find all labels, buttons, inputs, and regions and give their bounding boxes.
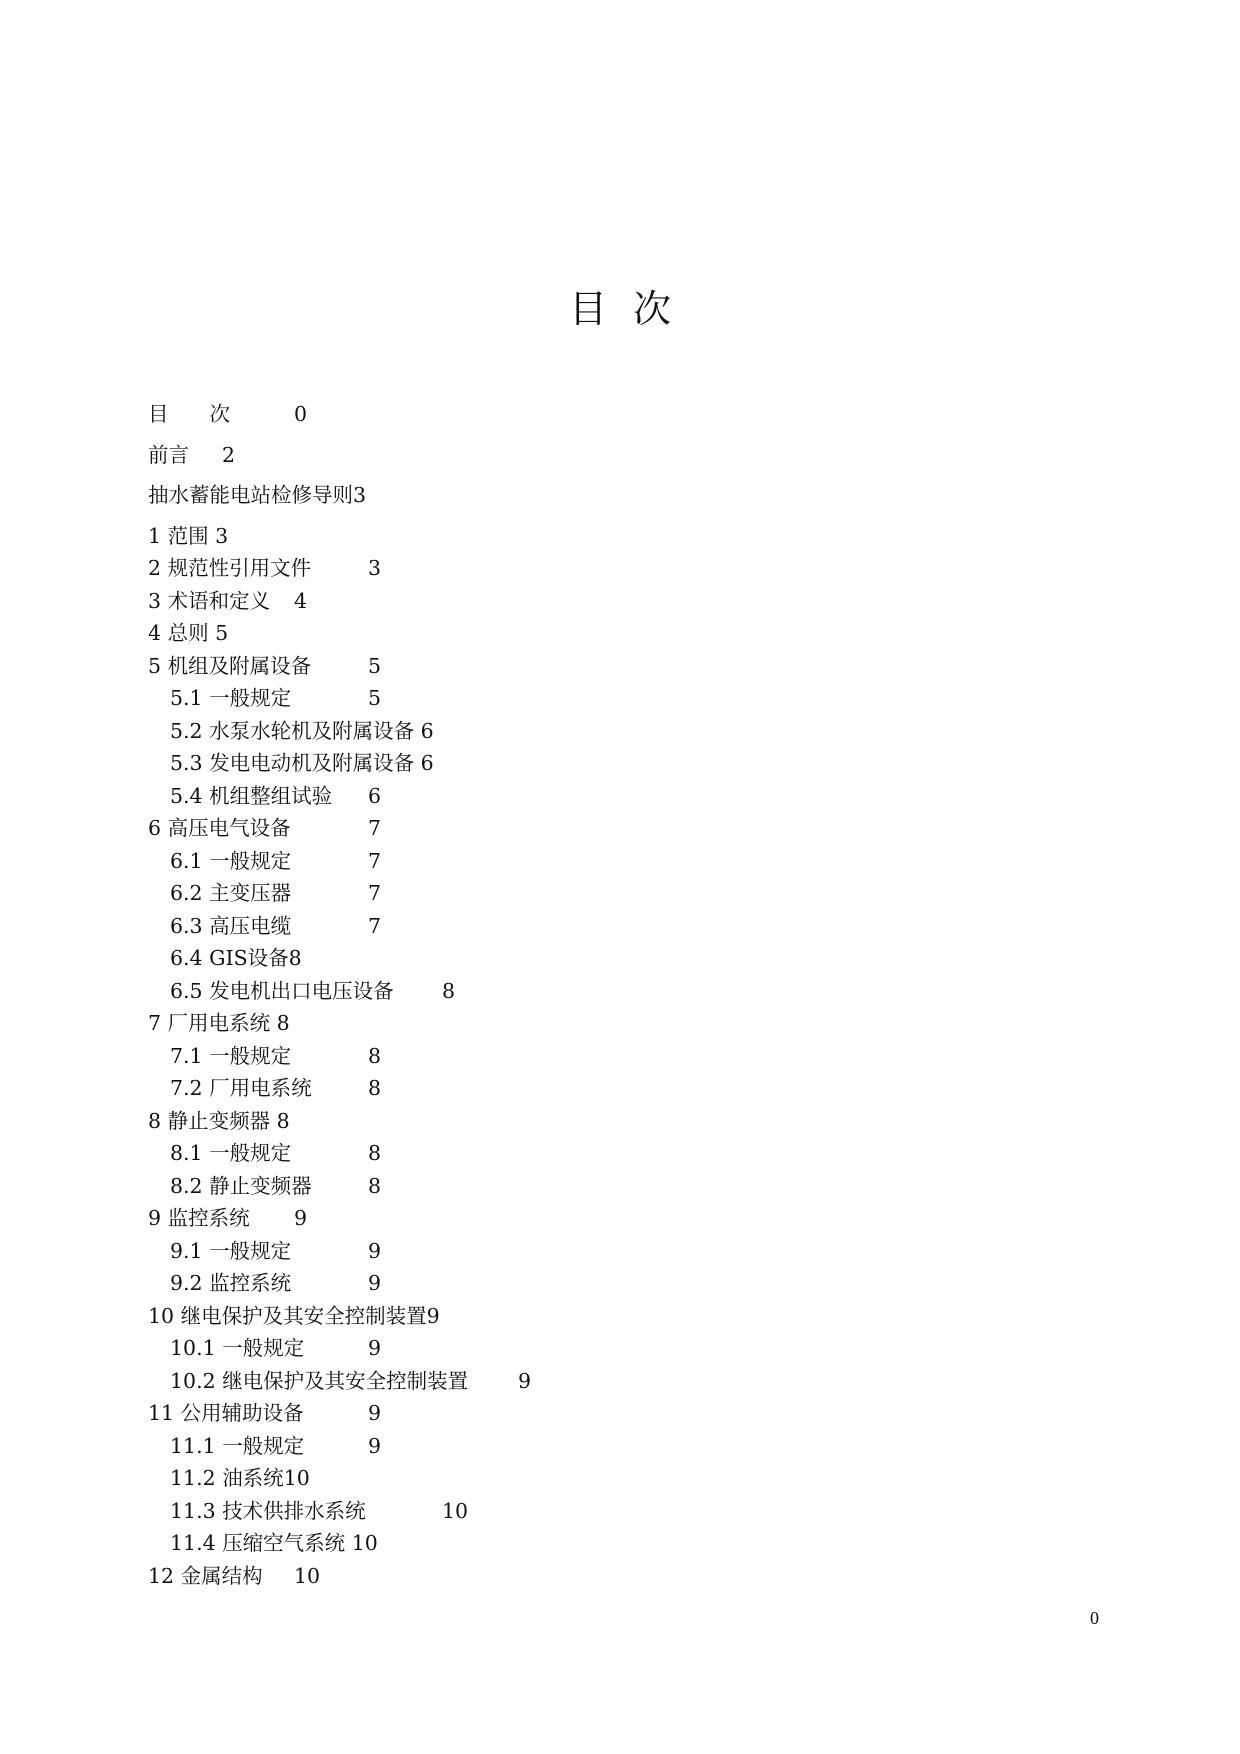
- toc-entry-number: 4: [148, 621, 162, 645]
- toc-entry-title: 范围: [167, 523, 209, 548]
- toc-entry-number: 6.3: [170, 913, 203, 938]
- toc-entry[interactable]: [148, 1072, 1048, 1105]
- toc-entry-number: 7.1: [170, 1043, 203, 1068]
- toc-entry-title: 发电电动机及附属设备: [209, 751, 415, 775]
- toc-entry-title: 一般规定: [222, 1336, 305, 1360]
- toc-entry-page: 9: [368, 1336, 382, 1360]
- toc-entry-page: 9: [368, 1401, 382, 1425]
- toc-entry-title: 监控系统: [209, 1271, 292, 1295]
- toc-entry-page: 6: [420, 751, 434, 775]
- toc-entry[interactable]: [148, 479, 1048, 512]
- toc-entry-page: 5: [368, 653, 382, 678]
- toc-entry-page: 3: [215, 523, 229, 548]
- toc-entry-number: 1: [148, 523, 162, 548]
- toc-entry-number: 5.4: [170, 783, 203, 808]
- toc-entry-number: 11.3: [170, 1498, 216, 1523]
- toc-entry-number: 9.2: [170, 1271, 203, 1295]
- toc-entry[interactable]: [148, 1105, 1048, 1138]
- toc-entry-number: 5.3: [170, 751, 203, 775]
- toc-entry[interactable]: [148, 1495, 1048, 1528]
- toc-entry-page: 8: [368, 1141, 382, 1165]
- toc-entry-number: 5.1: [170, 686, 203, 710]
- toc-entry-title: 一般规定: [209, 1141, 292, 1165]
- toc-entry-page: 6: [368, 783, 382, 808]
- toc-entry[interactable]: [148, 1040, 1048, 1073]
- toc-entry-title: 抽水蓄能电站检修导则: [148, 483, 353, 507]
- toc-entry-number: 3: [148, 588, 162, 613]
- toc-entry[interactable]: [148, 1235, 1048, 1268]
- table-of-contents: [148, 398, 1048, 1592]
- toc-entry-number: 6.5: [170, 978, 203, 1003]
- toc-entry-number: 11.2: [170, 1466, 216, 1490]
- toc-entry-page: 10: [294, 1563, 321, 1588]
- toc-entry-page: 7: [368, 913, 382, 938]
- toc-entry-title: 一般规定: [209, 1043, 292, 1068]
- toc-entry-page: 8: [288, 946, 302, 970]
- toc-entry-title: 静止变频器: [167, 1108, 271, 1133]
- toc-entry-title: 发电机出口电压设备: [209, 978, 394, 1003]
- toc-entry-title: 总则: [167, 621, 209, 645]
- toc-entry-number: 9: [148, 1206, 162, 1230]
- toc-entry[interactable]: [148, 1300, 1048, 1333]
- toc-entry-title: 一般规定: [209, 1238, 292, 1263]
- toc-entry-page: 9: [426, 1303, 440, 1328]
- toc-entry-title: 目 次: [148, 402, 230, 426]
- toc-entry-number: 8.2: [170, 1173, 203, 1198]
- toc-entry[interactable]: [148, 1397, 1048, 1430]
- page-number: 0: [1090, 1608, 1099, 1628]
- toc-entry-page: 4: [294, 588, 308, 613]
- toc-entry-number: 11: [148, 1401, 175, 1425]
- toc-entry-title: 高压电缆: [209, 913, 292, 938]
- toc-entry[interactable]: [148, 715, 1048, 748]
- toc-entry[interactable]: [148, 877, 1048, 910]
- toc-entry[interactable]: [148, 1430, 1048, 1463]
- toc-entry-title: 水泵水轮机及附属设备: [209, 718, 415, 743]
- toc-entry-page: 8: [276, 1011, 290, 1035]
- toc-entry-number: 12: [148, 1563, 175, 1588]
- toc-entry[interactable]: [148, 1137, 1048, 1170]
- toc-entry[interactable]: [148, 942, 1048, 975]
- toc-entry-page: 8: [368, 1043, 382, 1068]
- toc-entry-page: 9: [294, 1206, 308, 1230]
- toc-entry-title: 继电保护及其安全控制装置: [222, 1368, 469, 1393]
- toc-entry-page: 5: [215, 621, 229, 645]
- toc-entry[interactable]: [148, 552, 1048, 585]
- toc-entry-title: 一般规定: [209, 686, 292, 710]
- toc-entry[interactable]: [148, 1560, 1048, 1593]
- toc-entry[interactable]: [148, 398, 1048, 431]
- toc-entry-title: GIS设备: [209, 946, 289, 970]
- toc-entry[interactable]: [148, 1202, 1048, 1235]
- toc-entry[interactable]: [148, 1527, 1048, 1560]
- toc-entry-page: 8: [368, 1173, 382, 1198]
- toc-entry-page: 7: [368, 848, 382, 873]
- toc-entry-page: 10: [442, 1498, 469, 1523]
- toc-entry-page: 7: [368, 881, 382, 905]
- toc-entry-page: 0: [294, 402, 308, 426]
- toc-entry-page: 7: [368, 816, 382, 840]
- toc-entry[interactable]: [148, 747, 1048, 780]
- toc-entry-title: 主变压器: [209, 881, 292, 905]
- toc-entry-number: 10: [148, 1303, 175, 1328]
- toc-entry-number: 10.1: [170, 1336, 216, 1360]
- toc-entry-number: 11.1: [170, 1433, 216, 1458]
- toc-entry-number: 8: [148, 1108, 162, 1133]
- toc-entry[interactable]: [148, 1462, 1048, 1495]
- toc-entry-number: 6.2: [170, 881, 203, 905]
- toc-entry-title: 技术供排水系统: [222, 1498, 366, 1523]
- toc-entry[interactable]: [148, 1007, 1048, 1040]
- toc-entry[interactable]: [148, 845, 1048, 878]
- toc-entry[interactable]: [148, 780, 1048, 813]
- toc-entry-title: 金属结构: [180, 1563, 263, 1588]
- toc-entry-page: 9: [368, 1271, 382, 1295]
- title-char-1: 目: [568, 287, 607, 331]
- toc-entry[interactable]: [148, 650, 1048, 683]
- toc-entry[interactable]: [148, 1267, 1048, 1300]
- toc-entry-number: 7: [148, 1011, 162, 1035]
- toc-entry-title: 厂用电系统: [209, 1076, 312, 1100]
- toc-entry[interactable]: [148, 1170, 1048, 1203]
- toc-entry-title: 术语和定义: [167, 588, 271, 613]
- toc-entry-number: 11.4: [170, 1531, 216, 1555]
- toc-entry-title: 厂用电系统: [167, 1011, 271, 1035]
- toc-entry-title: 公用辅助设备: [180, 1401, 304, 1425]
- toc-entry[interactable]: [148, 1332, 1048, 1365]
- toc-entry-title: 静止变频器: [209, 1173, 312, 1198]
- toc-entry-title: 前言: [148, 442, 189, 467]
- toc-entry-page: 2: [222, 442, 236, 467]
- toc-entry-number: 5.2: [170, 718, 203, 743]
- toc-entry[interactable]: [148, 682, 1048, 715]
- toc-entry-page: 3: [368, 556, 382, 580]
- toc-entry-page: 6: [420, 718, 434, 743]
- toc-entry-title: 规范性引用文件: [167, 556, 312, 580]
- toc-entry[interactable]: [148, 617, 1048, 650]
- toc-entry-number: 8.1: [170, 1141, 203, 1165]
- page-title: [0, 284, 1240, 334]
- toc-entry-page: 10: [283, 1466, 310, 1490]
- toc-entry-title: 机组及附属设备: [167, 653, 312, 678]
- toc-entry-page: 9: [518, 1368, 532, 1393]
- toc-entry-number: 6.1: [170, 848, 203, 873]
- toc-entry-title: 高压电气设备: [167, 816, 291, 840]
- toc-entry-page: 8: [442, 978, 456, 1003]
- toc-entry-page: 8: [368, 1076, 382, 1100]
- toc-entry[interactable]: [148, 439, 1048, 472]
- toc-entry-page: 9: [368, 1433, 382, 1458]
- toc-entry-number: 6: [148, 816, 162, 840]
- toc-entry[interactable]: [148, 975, 1048, 1008]
- toc-entry[interactable]: [148, 520, 1048, 553]
- toc-entry-number: 5: [148, 653, 162, 678]
- toc-entry-page: 8: [276, 1108, 290, 1133]
- toc-entry[interactable]: [148, 812, 1048, 845]
- toc-entry[interactable]: [148, 585, 1048, 618]
- toc-entry[interactable]: [148, 1365, 1048, 1398]
- toc-entry-number: 9.1: [170, 1238, 203, 1263]
- toc-entry-title: 机组整组试验: [209, 783, 333, 808]
- toc-entry-page: 3: [353, 483, 367, 507]
- toc-entry[interactable]: [148, 910, 1048, 943]
- toc-entry-title: 一般规定: [209, 848, 292, 873]
- toc-entry-title: 继电保护及其安全控制装置: [180, 1303, 427, 1328]
- toc-entry-title: 压缩空气系统: [222, 1531, 346, 1555]
- toc-entry-page: 5: [368, 686, 382, 710]
- title-char-2: 次: [633, 287, 672, 331]
- toc-entry-page: 9: [368, 1238, 382, 1263]
- toc-entry-number: 2: [148, 556, 162, 580]
- toc-entry-number: 10.2: [170, 1368, 216, 1393]
- toc-entry-title: 监控系统: [167, 1206, 250, 1230]
- toc-entry-title: 一般规定: [222, 1433, 305, 1458]
- toc-entry-title: 油系统: [222, 1466, 284, 1490]
- toc-entry-number: 6.4: [170, 946, 203, 970]
- toc-entry-number: 7.2: [170, 1076, 203, 1100]
- toc-entry-page: 10: [351, 1531, 378, 1555]
